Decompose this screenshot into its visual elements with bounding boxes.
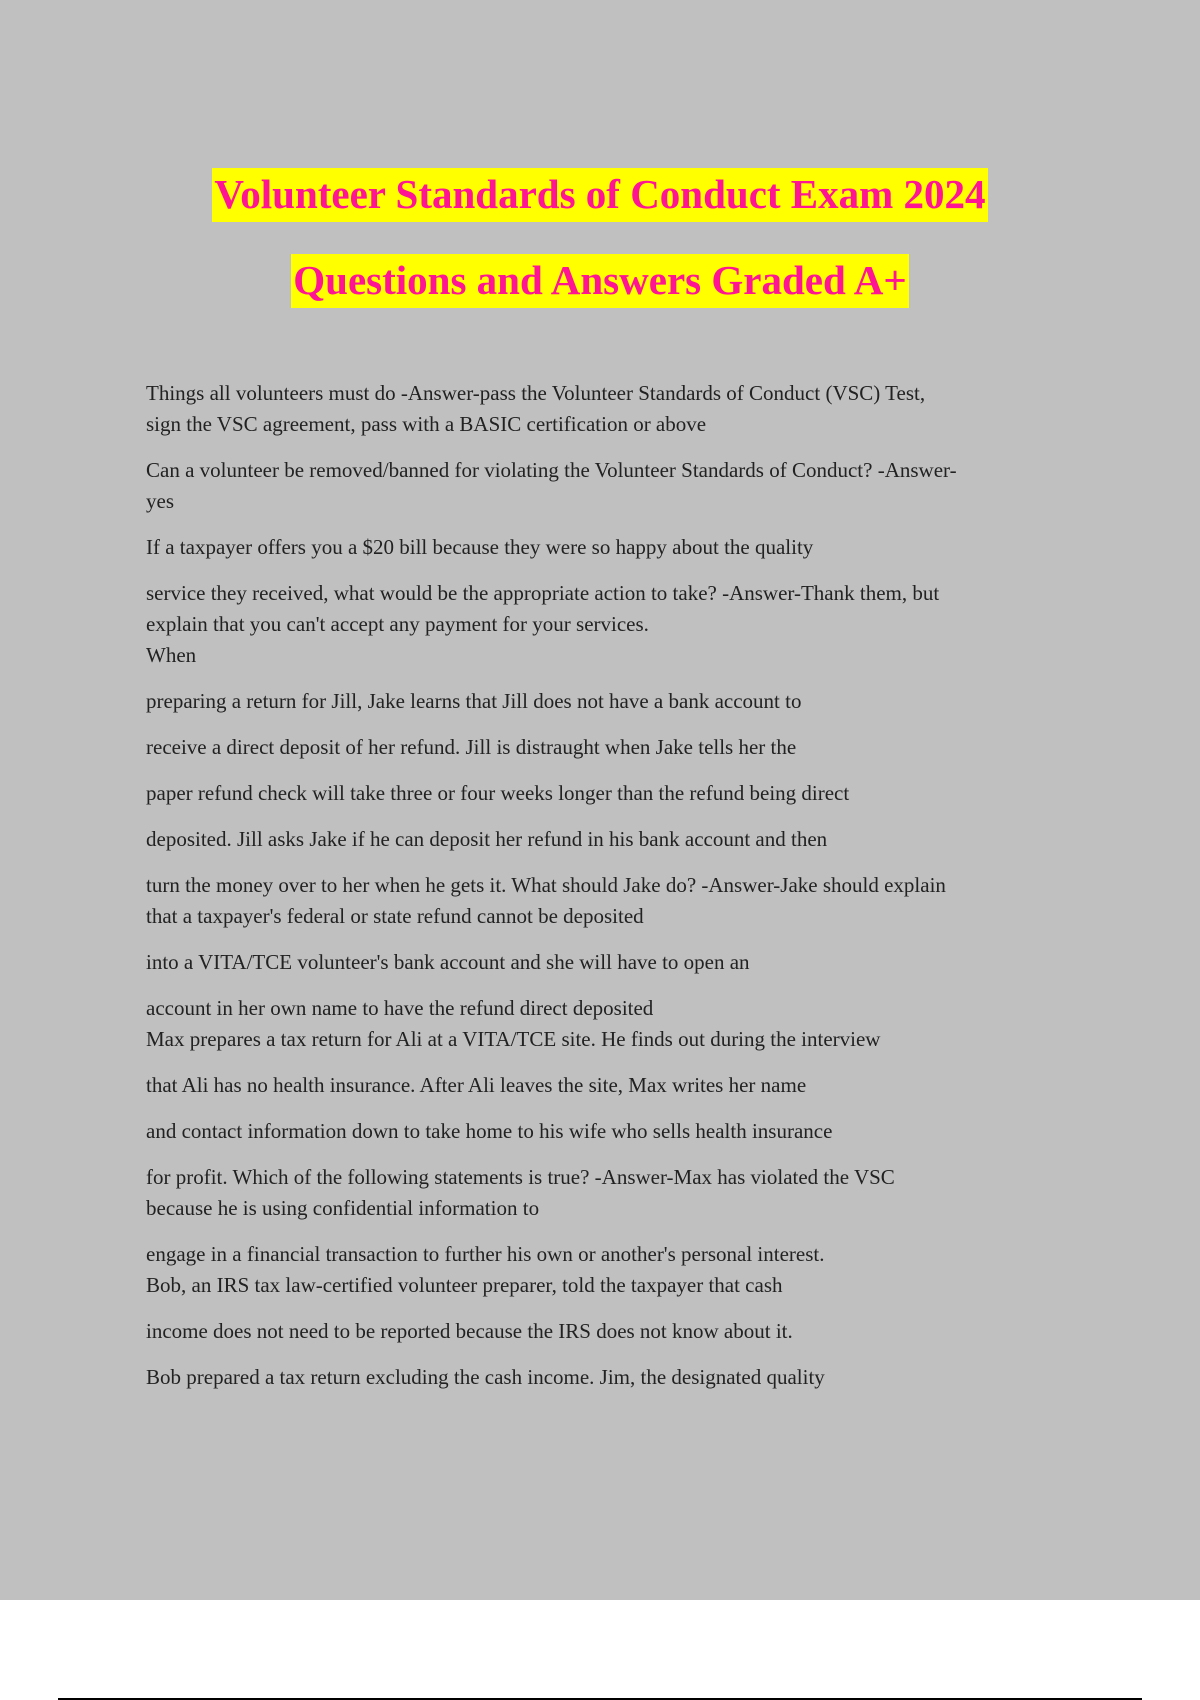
paragraph: Can a volunteer be removed/banned for violating the Volunteer Standards of Conduct? -Answer- yes — [146, 458, 957, 513]
paragraph: turn the money over to her when he gets it. What should Jake do? -Answer-Jake should explain that a taxpayer's federal or state refund cannot be deposited — [146, 873, 946, 928]
paragraph: deposited. Jill asks Jake if he can deposit her refund in his bank account and then — [146, 827, 828, 851]
paragraph: Bob prepared a tax return excluding the cash income. Jim, the designated quality — [146, 1365, 825, 1389]
paragraph: preparing a return for Jill, Jake learns that Jill does not have a bank account to — [146, 689, 802, 713]
paragraph: and contact information down to take home to his wife who sells health insurance — [146, 1119, 833, 1143]
paragraph: receive a direct deposit of her refund. Jill is distraught when Jake tells her the — [146, 735, 797, 759]
paragraph: paper refund check will take three or four weeks longer than the refund being direct — [146, 781, 850, 805]
paragraph: into a VITA/TCE volunteer's bank account and she will have to open an — [146, 950, 750, 974]
title-line-2: Questions and Answers Graded A+ — [291, 254, 908, 308]
paragraph: Things all volunteers must do -Answer-pass the Volunteer Standards of Conduct (VSC) Test, sign the VSC agreement, pass with a BASIC certification or above — [146, 381, 926, 436]
paragraph: that Ali has no health insurance. After Ali leaves the site, Max writes her name — [146, 1073, 807, 1097]
paragraph: for profit. Which of the following statements is true? -Answer-Max has violated the VSC because he is using confidential information to — [146, 1165, 895, 1220]
paragraph: engage in a financial transaction to further his own or another's personal interest. Bob, an IRS tax law-certified volunteer preparer, told the taxpayer that cash — [146, 1242, 825, 1297]
paragraph: If a taxpayer offers you a $20 bill because they were so happy about the quality — [146, 535, 814, 559]
title-line-1: Volunteer Standards of Conduct Exam 2024 — [212, 168, 987, 222]
title-block — [0, 168, 1200, 308]
paragraph: income does not need to be reported because the IRS does not know about it. — [146, 1319, 793, 1343]
paragraph: service they received, what would be the appropriate action to take? -Answer-Thank them, but explain that you can't accept any payment for your services. When — [146, 581, 940, 667]
body-text — [146, 378, 1086, 1393]
paragraph: account in her own name to have the refund direct deposited Max prepares a tax return for Ali at a VITA/TCE site. He finds out during the interview — [146, 996, 881, 1051]
